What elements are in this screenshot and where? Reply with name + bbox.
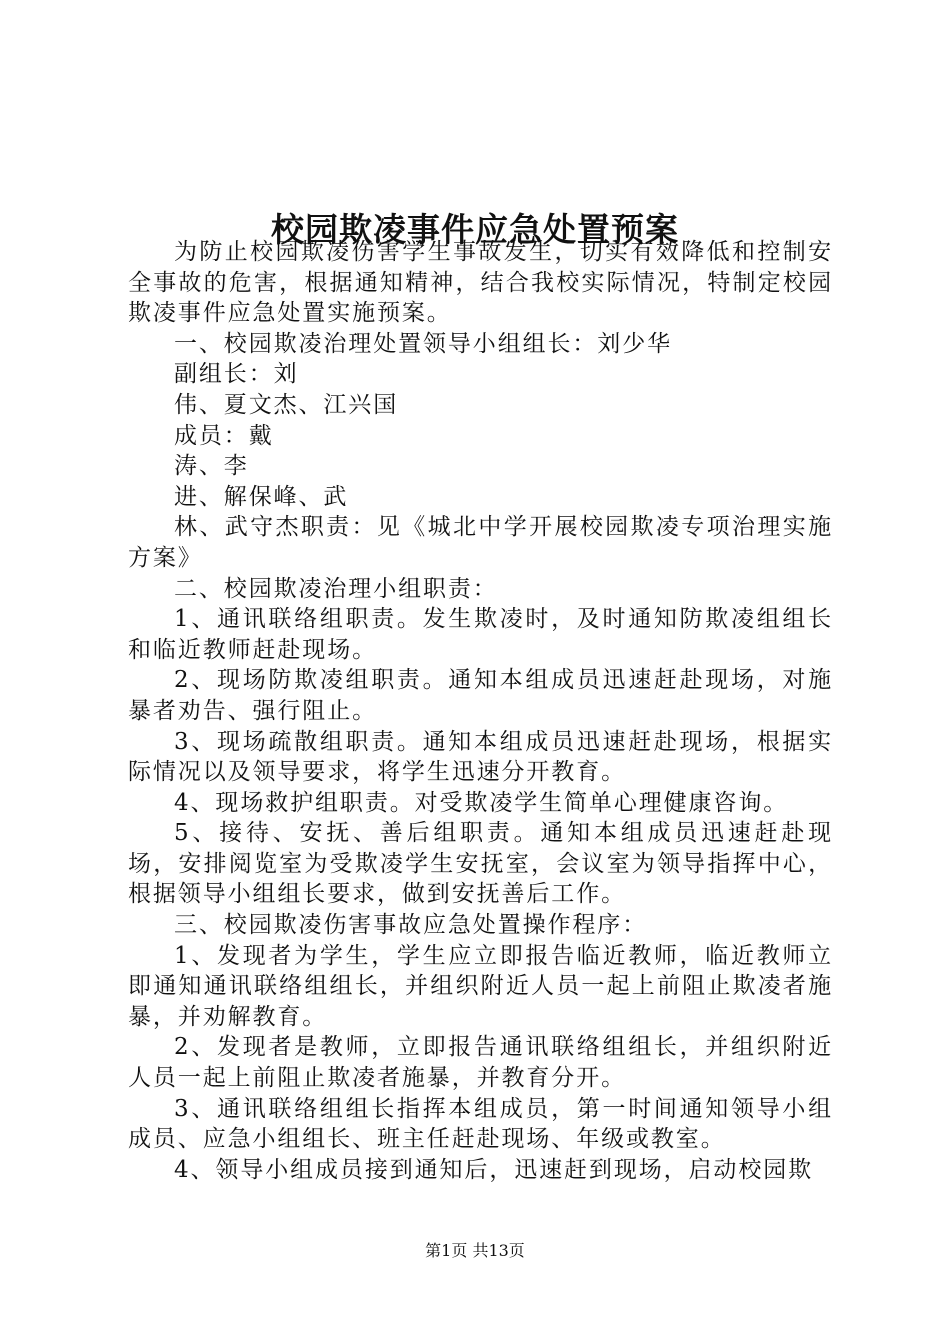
paragraph: 三、校园欺凌伤害事故应急处置操作程序： bbox=[174, 912, 648, 939]
document-body bbox=[128, 237, 833, 1185]
paragraph: 3、通讯联络组组长指挥本组成员，第一时间通知领导小组成员、应急小组组长、班主任赶赴现场、年级或教室。 bbox=[128, 1095, 833, 1153]
paragraph: 1、发现者为学生，学生应立即报告临近教师，临近教师立即通知通讯联络组组长，并组织附近人员一起上前阻止欺凌者施暴，并劝解教育。 bbox=[128, 942, 833, 1030]
paragraph: 1、通讯联络组职责。发生欺凌时，及时通知防欺凌组组长和临近教师赶赴现场。 bbox=[128, 606, 833, 663]
paragraph: 二、校园欺凌治理小组职责： bbox=[174, 575, 498, 602]
paragraph: 2、现场防欺凌组职责。通知本组成员迅速赶赴现场，对施暴者劝告、强行阻止。 bbox=[128, 667, 833, 724]
paragraph: 为防止校园欺凌伤害学生事故发生，切实有效降低和控制安全事故的危害，根据通知精神，结合我校实际情况，特制定校园欺凌事件应急处置实施预案。 bbox=[128, 239, 833, 327]
paragraph: 5、接待、安抚、善后组职责。通知本组成员迅速赶赴现场，安排阅览室为受欺凌学生安抚室，会议室为领导指挥中心，根据领导小组组长要求，做到安抚善后工作。 bbox=[128, 820, 833, 908]
paragraph: 4、领导小组成员接到通知后，迅速赶到现场，启动校园欺 bbox=[174, 1156, 814, 1183]
paragraph: 3、现场疏散组职责。通知本组成员迅速赶赴现场，根据实际情况以及领导要求，将学生迅速分开教育。 bbox=[128, 728, 833, 786]
paragraph: 伟、夏文杰、江兴国 bbox=[174, 391, 399, 418]
paragraph: 一、校园欺凌治理处置领导小组组长：刘少华 bbox=[174, 330, 672, 357]
page-number-footer: 第1页 共13页 bbox=[425, 1241, 525, 1260]
paragraph: 4、现场救护组职责。对受欺凌学生简单心理健康咨询。 bbox=[174, 789, 789, 816]
paragraph: 副组长：刘 bbox=[174, 361, 299, 388]
paragraph: 成员：戴 bbox=[174, 422, 274, 449]
paragraph: 涛、李 bbox=[174, 453, 249, 480]
document-title: 校园欺凌事件应急处置预案 bbox=[271, 210, 679, 250]
paragraph: 2、发现者是教师，立即报告通讯联络组组长，并组织附近人员一起上前阻止欺凌者施暴，并教育分开。 bbox=[128, 1034, 833, 1092]
paragraph: 进、解保峰、武 bbox=[174, 483, 349, 510]
paragraph: 林、武守杰职责：见《城北中学开展校园欺凌专项治理实施方案》 bbox=[128, 514, 833, 571]
